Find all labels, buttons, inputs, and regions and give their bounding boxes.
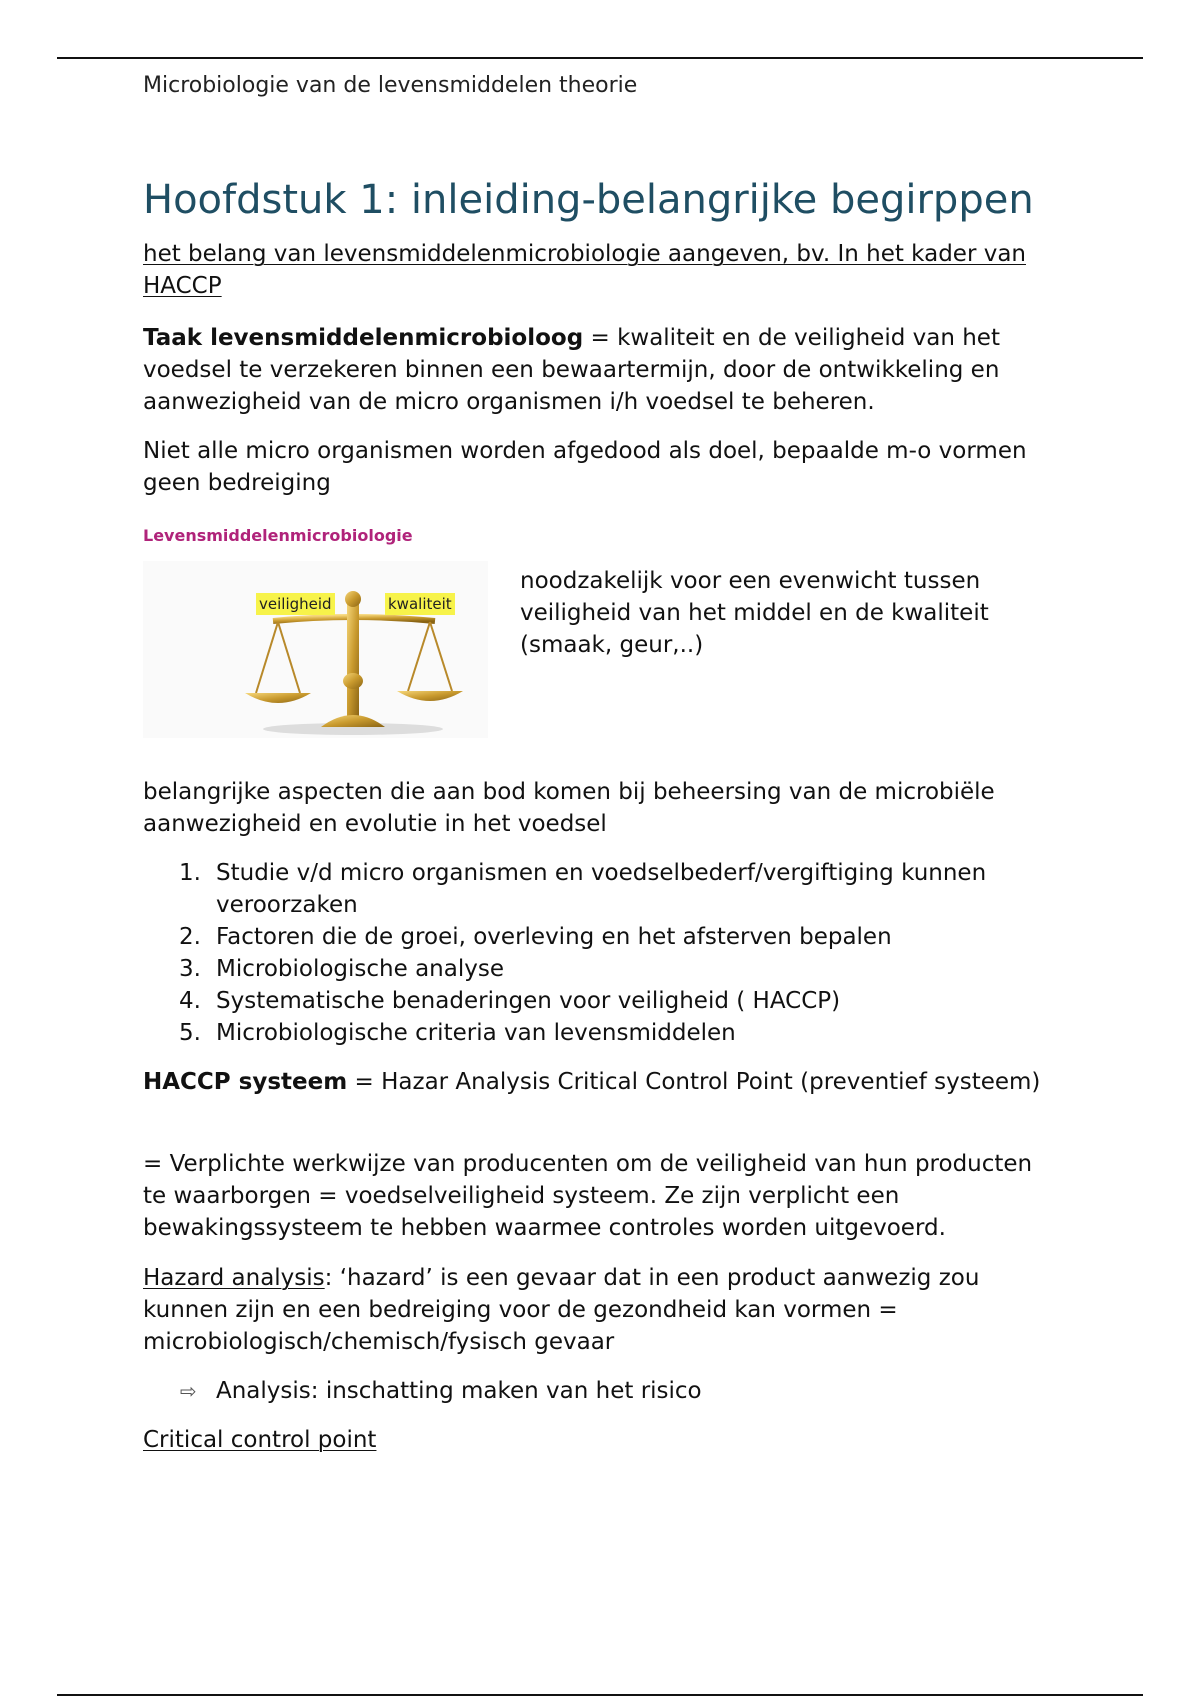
- bottom-rule: [57, 1694, 1143, 1696]
- page-header: Microbiologie van de levensmiddelen theorie: [143, 73, 638, 98]
- figure-caption: noodzakelijk voor een evenwicht tussen veiligheid van het middel en de kwaliteit (smaak, geur,..): [520, 568, 989, 658]
- haccp-explanation: = Verplichte werkwijze van producenten om de veiligheid van hun producten te waarborgen = voedselveiligheid systeem. Ze zijn verplicht een bewakingssysteem te hebben waarmee controles worden uitgevoerd.: [143, 1151, 1033, 1241]
- haccp-term: HACCP systeem: [143, 1069, 348, 1095]
- list-item: 2. Factoren die de groei, overleving en het afsterven bepalen: [179, 924, 892, 950]
- haccp-definition: = Hazar Analysis Critical Control Point (preventief systeem): [347, 1069, 1041, 1095]
- hazard-term: Hazard analysis: [143, 1265, 325, 1291]
- analysis-bullet: [180, 1375, 702, 1407]
- paragraph-niet-alle: Niet alle micro organismen worden afgedood als doel, bepaalde m-o vormen geen bedreiging: [143, 438, 1027, 496]
- aspects-list: [143, 857, 1058, 1049]
- figure-title: Levensmiddelenmicrobiologie: [143, 526, 413, 545]
- hazard-text: : ‘hazard’ is een gevaar dat in een product aanwezig zou kunnen zijn en een bedreiging voor de gezondheid kan vormen = microbiologisch/chemisch/fysisch gevaar: [143, 1265, 980, 1355]
- list-item: 4. Systematische benaderingen voor veiligheid ( HACCP): [179, 988, 841, 1014]
- analysis-bullet-text: Analysis: inschatting maken van het risico: [216, 1378, 702, 1404]
- aspects-intro: belangrijke aspecten die aan bod komen bij beheersing van de microbiële aanwezigheid en evolutie in het voedsel: [143, 779, 995, 837]
- task-paragraph: [143, 322, 1058, 418]
- tag-veiligheid: veiligheid: [256, 593, 335, 615]
- ccp-heading: Critical control point: [143, 1427, 377, 1453]
- arrow-right-icon: ⇨: [180, 1379, 197, 1403]
- task-term: Taak levensmiddelenmicrobioloog: [143, 325, 584, 351]
- hazard-paragraph: [143, 1262, 1058, 1358]
- balance-scale-icon: [143, 523, 488, 738]
- task-definition: = kwaliteit en de veiligheid van het voedsel te verzekeren binnen een bewaartermijn, door de ontwikkeling en aanwezigheid van de micro organismen i/h voedsel te beheren.: [143, 325, 1000, 415]
- list-item: 5. Microbiologische criteria van levensmiddelen: [179, 1020, 736, 1046]
- haccp-paragraph: [143, 1066, 1058, 1098]
- chapter-title: Hoofdstuk 1: inleiding-belangrijke begirppen: [143, 177, 1034, 223]
- balance-figure: [143, 523, 488, 738]
- list-item: 1. Studie v/d micro organismen en voedselbederf/vergiftiging kunnen veroorzaken: [179, 860, 987, 918]
- intro-underlined: het belang van levensmiddelenmicrobiologie aangeven, bv. In het kader van HACCP: [143, 241, 1026, 299]
- tag-kwaliteit: kwaliteit: [385, 593, 455, 615]
- list-item: 3. Microbiologische analyse: [179, 956, 504, 982]
- top-rule: [57, 57, 1143, 59]
